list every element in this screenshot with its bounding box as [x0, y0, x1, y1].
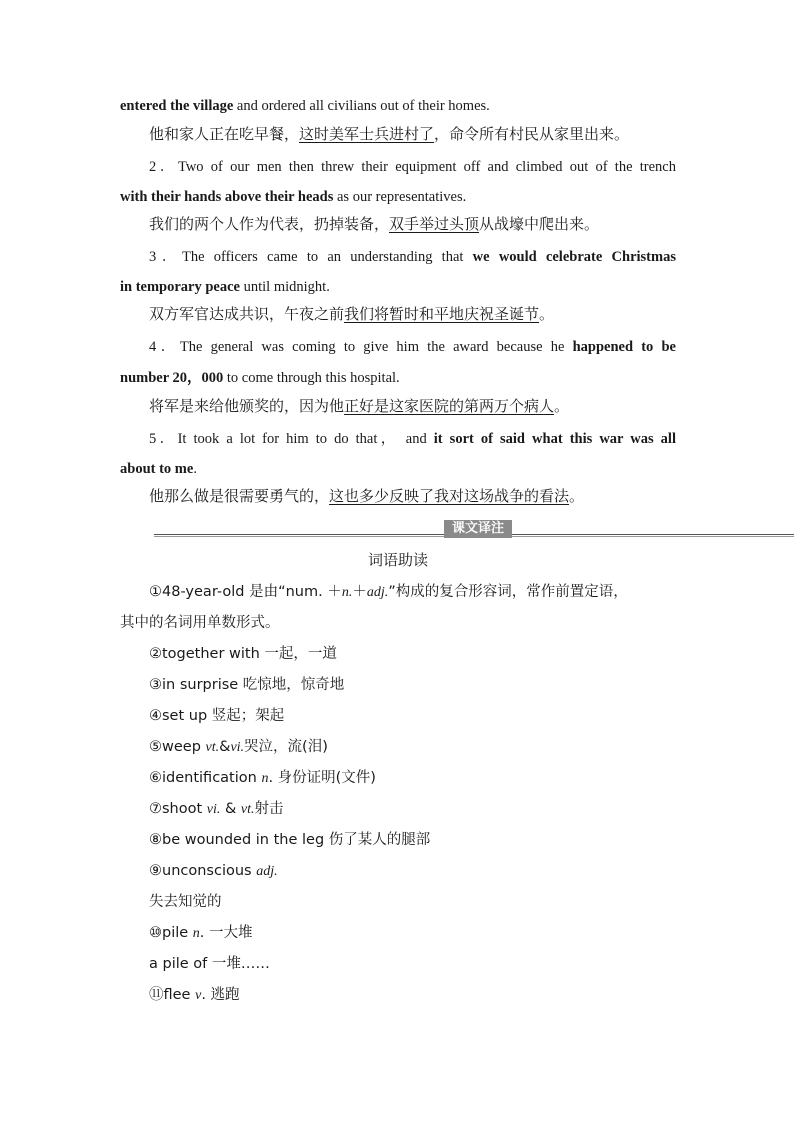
zh-plain: 双方军官达成共识，午夜之前 [149, 305, 345, 323]
vocab-text: 射击 [254, 801, 284, 817]
vocab-item [149, 581, 628, 604]
vocab-text: ＋ [352, 584, 367, 600]
zh-plain: 。 [569, 487, 585, 505]
part-of-speech: n. [341, 585, 353, 600]
part-of-speech: vi. [230, 740, 245, 755]
example-3-english-line-1 [149, 247, 676, 267]
phrase-bold: number 20，000 [120, 370, 224, 386]
vocab-item [149, 643, 337, 665]
zh-plain: 从战壕中爬出来。 [479, 215, 600, 233]
phrase-plain: 3．The officers came to an understanding that [149, 249, 473, 265]
vocab-item [149, 922, 253, 945]
part-of-speech: vt. [240, 802, 255, 817]
vocab-text: ③in surprise 吃惊地，惊奇地 [149, 677, 345, 693]
vocab-text: 其中的名词用单数形式。 [120, 615, 280, 631]
phrase-plain: and ordered all civilians out of their homes. [233, 98, 490, 114]
part-of-speech: n [192, 926, 200, 941]
vocab-item [149, 674, 344, 696]
vocab-text: ⑪flee [149, 987, 196, 1003]
part-of-speech: vi. [206, 802, 221, 817]
phrase-bold: about to me [120, 461, 194, 477]
phrase-bold: in temporary peace [120, 279, 240, 295]
example-2-english-line-1 [149, 157, 676, 177]
section-tag: 课文译注 [444, 520, 512, 538]
zh-plain: 。 [539, 305, 555, 323]
zh-plain: 。 [554, 397, 570, 415]
vocab-text: ⑤weep [149, 739, 206, 755]
vocab-text: ⑧be wounded in the leg 伤了某人的腿部 [149, 832, 431, 848]
zh-plain: 他那么做是很需要勇气的， [149, 487, 330, 505]
phrase-plain: . [193, 461, 197, 477]
example-4-chinese [149, 395, 569, 417]
part-of-speech: n [261, 771, 269, 786]
phrase-plain: until midnight. [240, 279, 330, 295]
vocab-text: ②together with 一起，一道 [149, 646, 337, 662]
vocab-item [149, 767, 376, 790]
example-4-english-line-2 [120, 368, 676, 388]
example-1-english-line [120, 96, 676, 116]
zh-underlined: 我们将暂时和平地庆祝圣诞节 [344, 305, 540, 323]
vocab-item [149, 953, 270, 975]
subheading: 词语助读 [367, 551, 428, 569]
vocab-item [149, 798, 284, 821]
zh-plain: 将军是来给他颁奖的，因为他 [149, 397, 345, 415]
zh-underlined: 这时美军士兵进村了 [299, 125, 435, 143]
zh-plain: 我们的两个人作为代表，扔掉装备， [149, 215, 390, 233]
part-of-speech: vt. [205, 740, 220, 755]
phrase-plain: 5．It took a lot for him to do that， and [149, 431, 434, 447]
phrase-plain: to come through this hospital. [223, 370, 400, 386]
vocab-item [149, 705, 284, 727]
phrase-bold: happened to be [572, 339, 676, 355]
example-5-english-line-2 [120, 459, 676, 479]
zh-plain: 他和家人正在吃早餐， [149, 125, 300, 143]
vocab-text: ⑦shoot [149, 801, 207, 817]
zh-underlined: 这也多少反映了我对这场战争的看法 [329, 487, 570, 505]
vocab-text: & [220, 801, 241, 817]
vocab-text: . 身份证明(文件) [268, 770, 376, 786]
vocab-text: 哭泣，流(泪) [244, 739, 328, 755]
example-1-chinese [149, 123, 629, 145]
vocab-text: 失去知觉的 [149, 894, 222, 910]
vocab-item [149, 891, 222, 913]
part-of-speech: v [195, 988, 202, 1003]
vocab-text: a pile of 一堆…… [149, 956, 270, 972]
part-of-speech: adj. [366, 585, 389, 600]
vocab-item [149, 829, 430, 851]
vocab-text: . 逃跑 [201, 987, 240, 1003]
vocab-text: & [219, 739, 231, 755]
example-2-chinese [149, 213, 599, 235]
zh-plain: ，命令所有村民从家里出来。 [434, 125, 630, 143]
zh-underlined: 双手举过头顶 [389, 215, 480, 233]
section-divider [154, 521, 794, 538]
vocab-item [149, 984, 240, 1007]
example-3-english-line-2 [120, 277, 676, 297]
vocab-text: ”构成的复合形容词，常作前置定语， [388, 584, 628, 600]
vocab-text: ⑩pile [149, 925, 193, 941]
phrase-bold: it sort of said what this war was all [433, 431, 676, 447]
vocab-text: . 一大堆 [199, 925, 253, 941]
example-4-english-line-1 [149, 337, 676, 357]
vocab-text: ④set up 竖起；架起 [149, 708, 285, 724]
vocab-item [120, 612, 280, 634]
phrase-plain: as our representatives. [333, 189, 467, 205]
phrase-bold: entered the village [120, 98, 234, 114]
example-2-english-line-2 [120, 187, 676, 207]
phrase-plain: 4．The general was coming to give him the award because he [149, 339, 573, 355]
vocab-item [149, 736, 328, 759]
vocab-text: ⑨unconscious [149, 863, 257, 879]
example-3-chinese [149, 303, 554, 325]
example-5-english-line-1 [149, 429, 676, 449]
vocab-text: ①48-year-old 是由“num. ＋ [149, 584, 342, 600]
zh-underlined: 正好是这家医院的第两万个病人 [344, 397, 555, 415]
example-5-chinese [149, 485, 584, 507]
vocab-item [149, 860, 278, 883]
phrase-bold: we would celebrate Christmas [472, 249, 676, 265]
phrase-plain: 2．Two of our men then threw their equipment off and climbed out of the trench [149, 159, 676, 175]
phrase-bold: with their hands above their heads [120, 189, 334, 205]
vocab-text: ⑥identification [149, 770, 262, 786]
part-of-speech: adj. [256, 864, 278, 879]
